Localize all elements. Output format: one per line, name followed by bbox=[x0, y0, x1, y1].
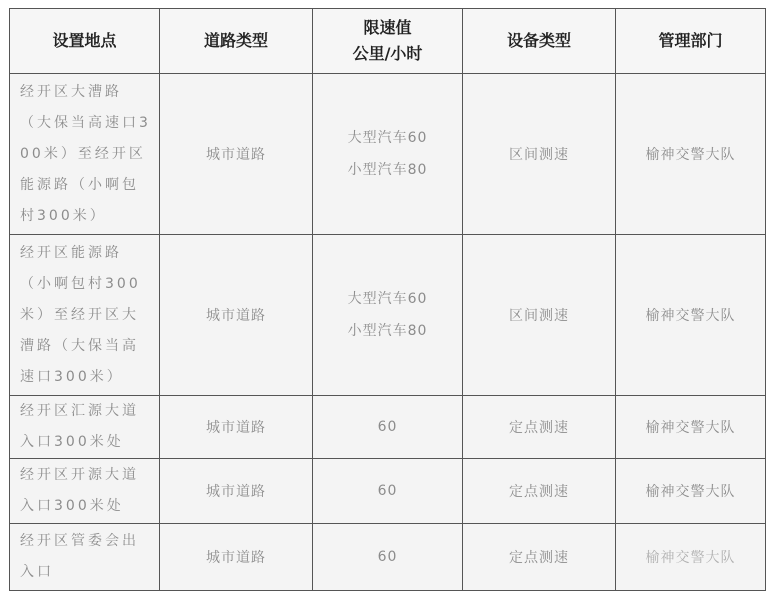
speed-camera-table-container bbox=[9, 8, 765, 594]
cell-location: 经开区大漕路 （大保当高速口3 00米）至经开区 能源路（小啊包 村300米） bbox=[10, 74, 160, 235]
table-header-row bbox=[10, 9, 766, 74]
cell-road-type: 城市道路 bbox=[160, 524, 313, 591]
cell-device-type: 定点测速 bbox=[463, 524, 616, 591]
cell-device-type: 区间测速 bbox=[463, 235, 616, 396]
header-speed-limit-line2: 公里/小时 bbox=[352, 44, 423, 63]
table-row bbox=[10, 524, 766, 591]
cell-road-type: 城市道路 bbox=[160, 396, 313, 459]
cell-department: 榆神交警大队 bbox=[616, 459, 766, 524]
header-device-type: 设备类型 bbox=[463, 9, 616, 74]
header-location: 设置地点 bbox=[10, 9, 160, 74]
speed-camera-table bbox=[9, 8, 766, 591]
cell-speed-limit: 60 bbox=[313, 459, 463, 524]
cell-road-type: 城市道路 bbox=[160, 74, 313, 235]
cell-road-type: 城市道路 bbox=[160, 235, 313, 396]
table-row bbox=[10, 235, 766, 396]
cell-department: 榆神交警大队 bbox=[616, 524, 766, 591]
table-row bbox=[10, 396, 766, 459]
table-row bbox=[10, 74, 766, 235]
cell-speed-limit: 60 bbox=[313, 524, 463, 591]
cell-device-type: 定点测速 bbox=[463, 459, 616, 524]
cell-speed-limit: 大型汽车60 小型汽车80 bbox=[313, 235, 463, 396]
cell-location: 经开区能源路 （小啊包村300 米）至经开区大 漕路（大保当高 速口300米） bbox=[10, 235, 160, 396]
table-row bbox=[10, 459, 766, 524]
header-speed-limit-line1: 限速值 bbox=[363, 18, 412, 37]
cell-location: 经开区汇源大道 入口300米处 bbox=[10, 396, 160, 459]
cell-department: 榆神交警大队 bbox=[616, 396, 766, 459]
cell-speed-limit: 大型汽车60 小型汽车80 bbox=[313, 74, 463, 235]
cell-department: 榆神交警大队 bbox=[616, 235, 766, 396]
header-department: 管理部门 bbox=[616, 9, 766, 74]
cell-location: 经开区管委会出 入口 bbox=[10, 524, 160, 591]
cell-location: 经开区开源大道 入口300米处 bbox=[10, 459, 160, 524]
cell-speed-limit: 60 bbox=[313, 396, 463, 459]
header-speed-limit bbox=[313, 9, 463, 74]
cell-device-type: 区间测速 bbox=[463, 74, 616, 235]
cell-department: 榆神交警大队 bbox=[616, 74, 766, 235]
header-road-type: 道路类型 bbox=[160, 9, 313, 74]
cell-road-type: 城市道路 bbox=[160, 459, 313, 524]
cell-device-type: 定点测速 bbox=[463, 396, 616, 459]
